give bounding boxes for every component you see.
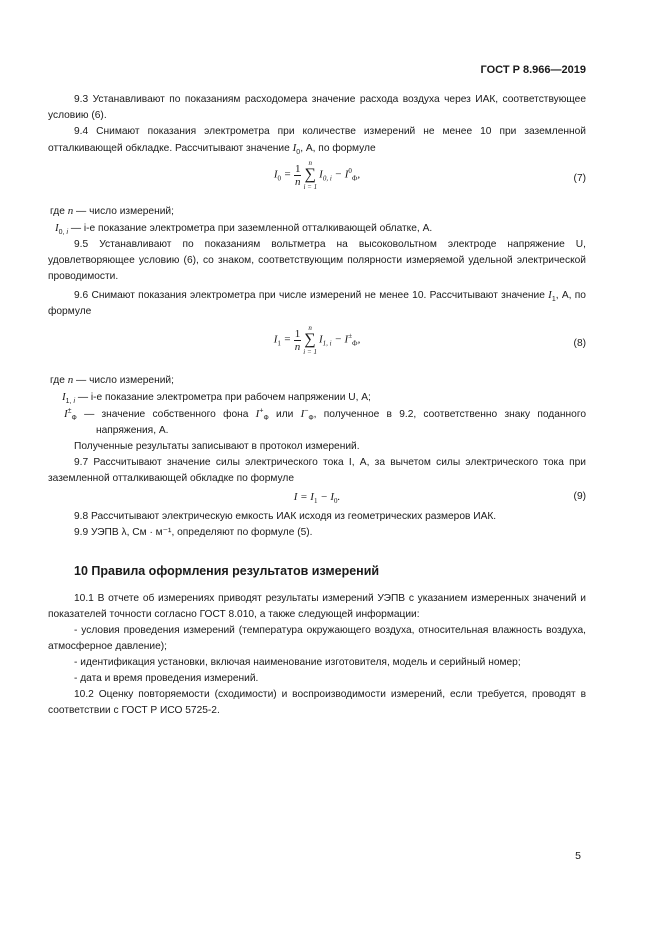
paragraph-9-3: 9.3 Устанавливают по показаниям расходомера значение расхода воздуха через ИАК, соответствующее условию (6).	[48, 94, 586, 121]
formula-9-body: $I = I_1 - I_0$.	[293, 491, 341, 506]
definitions-formula-8	[48, 372, 586, 439]
paragraph-9-8: 9.8 Рассчитывают электрическую емкость ИАК исходя из геометрических размеров ИАК.	[74, 511, 497, 522]
list-item: - условия проведения измерений (температура окружающего воздуха, относительная влажность воздуха, атмосферное давление);	[48, 625, 586, 652]
paragraph-9-4: 9.4 Снимают показания электрометра при количестве измерений не менее 10 при заземленной отталкивающей обкладке. Рассчитывают значение $I_0$, А, по формуле	[48, 126, 586, 157]
paragraph-9-5: 9.5 Устанавливают по показаниям вольтметра на высоковольтном электроде напряжение U, удовлетворяющее условию (6), со знаком, соответствующим полярности измеряемой удельной электрической проводимости.	[48, 239, 586, 282]
formula-7	[48, 159, 586, 203]
list-item: - идентификация установки, включая наименование изготовителя, модель и серийный номер;	[74, 657, 521, 668]
list-item: - дата и время проведения измерений.	[74, 673, 259, 684]
formula-8-body: $I_1$ = $\frac{1}{n}$ n ∑ i = 1 $I_{1, i} - I^\pm_Ф$,	[273, 324, 361, 356]
def-if: $I^\pm_Ф$ — значение собственного фона $I^+_Ф$ или $I^-_Ф$, полученное в 9.2, соответственно знаку поданного напряжения, А.	[64, 407, 586, 436]
formula-7-number: (7)	[573, 173, 586, 184]
def-i0i: $I_{0, i}$ — i-е показание электрометра при заземленной отталкивающей облатке, А.	[55, 222, 433, 237]
paragraph-9-6: 9.6 Снимают показания электрометра при числе измерений не менее 10. Рассчитывают значение $I_1$, А, по формуле	[48, 289, 586, 317]
paragraph-9-7: 9.7 Рассчитывают значение силы электрического тока I, А, за вычетом силы электрического тока при заземленной отталкивающей обкладке по формуле	[48, 457, 586, 484]
page-number: 5	[575, 850, 581, 862]
paragraph-results: Полученные результаты записывают в протокол измерений.	[74, 441, 360, 452]
formula-8	[48, 324, 586, 368]
formula-9	[48, 489, 586, 509]
paragraph-10-2: 10.2 Оценку повторяемости (сходимости) и воспроизводимости измерений, если требуется, проводят в соответствии с ГОСТ Р ИСО 5725-2.	[48, 689, 586, 716]
paragraph-9-9: 9.9 УЭПВ λ, См · м⁻¹, определяют по формуле (5).	[74, 527, 313, 538]
definitions-formula-7	[48, 203, 586, 237]
section-10-title: 10 Правила оформления результатов измерений	[74, 564, 380, 578]
formula-9-number: (9)	[573, 491, 586, 502]
paragraph-10-1: 10.1 В отчете об измерениях приводят результаты измерений УЭПВ с указанием измеренных значений и показателей точности согласно ГОСТ 8.010, а также следующей информации:	[48, 593, 586, 620]
paragraph-9-4-tail: , А, по формуле	[300, 143, 376, 154]
def-n-7: где n — число измерений;	[50, 205, 174, 217]
document-header: ГОСТ Р 8.966—2019	[480, 64, 586, 76]
formula-8-number: (8)	[573, 338, 586, 349]
formula-7-body: $I_0$ = $\frac{1}{n}$ n ∑ i = 1 $I_{0, i} - I^0_Ф$,	[273, 159, 361, 191]
def-n-8: где n — число измерений;	[50, 374, 174, 386]
page-content	[48, 92, 586, 719]
paragraph-9-4-text: 9.4 Снимают показания электрометра при количестве измерений не менее 10 при заземленной отталкивающей обкладке. Рассчитывают значение	[48, 126, 586, 154]
def-i1i: $I_{1, i}$ — i-е показание электрометра при рабочем напряжении U, А;	[62, 391, 371, 406]
